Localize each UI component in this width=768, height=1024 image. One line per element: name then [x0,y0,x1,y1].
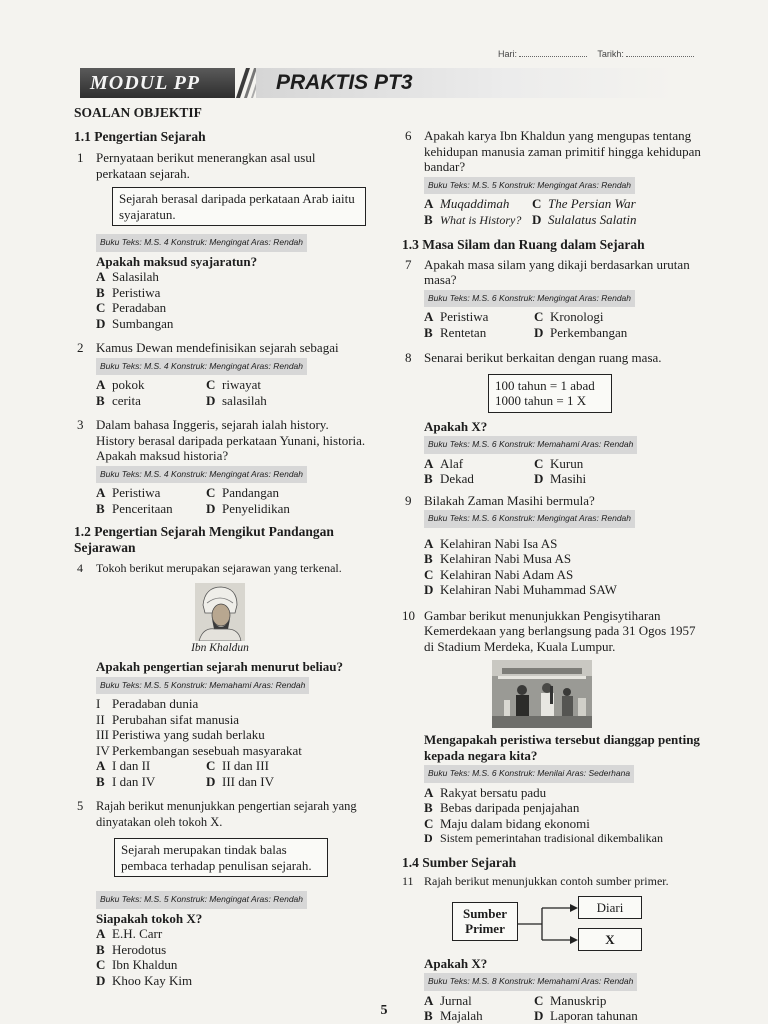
option-a[interactable]: A Peristiwa [424,309,489,324]
date-fields [498,49,702,59]
statement-iii: III Peristiwa yang sudah berlaku [96,727,265,742]
question-2 [74,340,366,356]
option-a[interactable]: A Rakyat bersatu padu [424,784,547,800]
question-prompt: Apakah X? [424,955,488,971]
diagram-source-box: Sumber Primer [452,902,518,941]
sumber-primer-diagram [402,896,702,954]
quote-box: Sejarah merupakan tindak balas pembaca terhadap penulisan sejarah. [114,838,328,877]
page-number: 5 [380,1003,388,1018]
options-grid [402,196,702,228]
option-d[interactable]: D salasilah [206,392,267,408]
left-column [74,105,366,988]
option-d[interactable]: D Kelahiran Nabi Muhammad SAW [424,582,617,597]
option-d[interactable]: D Perkembangan [534,324,628,340]
textbook-ref: Buku Teks: M.S. 8 Konstruk: Memahami Aras: Rendah [424,973,637,991]
option-b[interactable]: B Herodotus [96,941,167,957]
quote-box: Sejarah berasal daripada perkataan Arab iaitu syajaratun. [112,187,366,226]
question-4 [74,561,366,577]
question-number: 6 [405,128,412,143]
question-number: 1 [77,150,84,165]
option-b[interactable]: B What is History? [424,211,522,227]
option-c[interactable]: C riwayat [206,377,261,392]
statement-i: I Peradaban dunia [96,696,199,711]
option-a[interactable]: A Jurnal [424,992,472,1008]
question-8 [402,350,702,366]
ruang-masa-box: 100 tahun = 1 abad 1000 tahun = 1 X [488,374,612,413]
right-column [402,128,702,1024]
option-c[interactable]: C Pandangan [206,485,280,500]
option-a[interactable]: A I dan II [96,758,151,773]
option-c[interactable]: C Peradaban [96,300,167,315]
question-text: Gambar berikut menunjukkan Pengisytiharan Kemerdekaan yang berlangsung pada 31 Ogos 1957 di Stadium Merdeka, Kuala Lumpur. [424,607,696,654]
textbook-ref: Buku Teks: M.S. 5 Konstruk: Memahami Aras: Rendah [96,677,309,695]
module-banner [80,68,680,98]
option-b[interactable]: B Penceritaan [96,500,173,516]
options-grid [74,377,366,408]
question-number: 5 [77,799,84,813]
option-c[interactable]: C Kelahiran Nabi Adam AS [424,566,574,582]
question-text: Apakah masa silam yang dikaji berdasarkan urutan masa? [424,256,690,287]
options-grid [402,456,702,487]
question-number: 10 [402,607,415,623]
statement-iv: IV Perkembangan sesebuah masyarakat [96,742,302,758]
question-6 [402,128,702,175]
question-11 [402,874,702,890]
textbook-ref: Buku Teks: M.S. 4 Konstruk: Mengingat Aras: Rendah [96,358,307,376]
option-d[interactable]: D Laporan tahunan [534,1008,638,1023]
question-text: Dalam bahasa Inggeris, sejarah ialah history. History berasal daripada perkataan Yunani, historia. Apakah maksud historia? [96,417,366,463]
question-number: 7 [405,256,412,272]
option-a[interactable]: A Salasilah [96,269,159,284]
question-prompt: Apakah pengertian sejarah menurut beliau? [96,659,344,674]
question-3 [74,417,366,464]
tarikh-label: Tarikh: [597,49,624,59]
textbook-ref: Buku Teks: M.S. 6 Konstruk: Menilai Aras: Sederhana [424,765,634,783]
option-d[interactable]: D III dan IV [206,773,274,789]
textbook-ref: Buku Teks: M.S. 5 Konstruk: Mengingat Aras: Rendah [96,891,307,909]
question-7 [402,257,702,288]
question-text: Rajah berikut menunjukkan contoh sumber primer. [424,874,669,888]
question-prompt: Siapakah tokoh X? [96,910,203,926]
question-text: Bilakah Zaman Masihi bermula? [424,492,595,508]
hari-label: Hari: [498,49,518,59]
statement-ii: II Perubahan sifat manusia [96,711,240,727]
question-5 [74,799,366,830]
option-a[interactable]: A Muqaddimah [424,196,510,211]
question-number: 11 [402,874,414,888]
question-text: Apakah karya Ibn Khaldun yang mengupas tentang kehidupan manusia zaman primitif hingga kehidupan bandar? [424,128,701,174]
banner-module-label: MODUL PP [80,68,235,98]
textbook-ref: Buku Teks: M.S. 4 Konstruk: Mengingat Aras: Rendah [96,234,307,252]
section-title: SOALAN OBJEKTIF [74,105,202,120]
option-d[interactable]: D Penyelidikan [206,500,290,516]
question-text: Tokoh berikut merupakan sejarawan yang terkenal. [96,561,342,575]
question-text: Rajah berikut menunjukkan pengertian sejarah yang dinyatakan oleh tokoh X. [96,799,357,829]
subtopic-1-4: 1.4 Sumber Sejarah [402,854,517,870]
diagram-diari-box: Diari [578,896,642,920]
subtopic-1-3: 1.3 Masa Silam dan Ruang dalam Sejarah [402,237,645,252]
diagram-x-box: X [578,928,642,952]
question-9 [402,493,702,509]
option-a[interactable]: A Peristiwa [96,485,161,500]
option-d[interactable]: D Khoo Kay Kim [96,972,193,988]
textbook-ref: Buku Teks: M.S. 5 Konstruk: Mengingat Aras: Rendah [424,177,635,195]
diagram-connector [518,904,578,948]
option-b[interactable]: B I dan IV [96,773,156,789]
option-c[interactable]: C The Persian War [532,196,636,211]
question-10 [402,608,702,655]
textbook-ref: Buku Teks: M.S. 6 Konstruk: Mengingat Aras: Rendah [424,510,635,528]
option-a[interactable]: A Alaf [424,455,464,471]
option-b[interactable]: B Rentetan [424,324,487,340]
merdeka-photo [492,660,592,728]
question-text: Kamus Dewan mendefinisikan sejarah sebagai [96,340,339,355]
textbook-ref: Buku Teks: M.S. 6 Konstruk: Memahami Aras: Rendah [424,436,637,454]
option-d[interactable]: D Sulalatus Salatin [532,211,637,227]
question-prompt: Apakah X? [424,418,488,434]
option-a[interactable]: A E.H. Carr [96,926,163,941]
option-c[interactable]: C Kurun [534,455,584,471]
options-grid [74,485,366,516]
subtopic-1-1: 1.1 Pengertian Sejarah [74,128,206,144]
options-grid [74,758,366,789]
option-c[interactable]: C Ibn Khaldun [96,957,178,972]
question-number: 4 [77,561,83,575]
portrait-caption: Ibn Khaldun [191,641,249,654]
option-c[interactable]: C II dan III [206,758,269,773]
option-d[interactable]: D Masihi [534,471,587,486]
question-text: Senarai berikut berkaitan dengan ruang masa. [424,350,662,365]
option-b[interactable]: B cerita [96,392,141,408]
question-prompt: Mengapakah peristiwa tersebut dianggap penting kepada negara kita? [424,732,700,763]
question-number: 2 [77,340,84,355]
textbook-ref: Buku Teks: M.S. 6 Konstruk: Mengingat Aras: Rendah [424,290,635,308]
option-b[interactable]: B Dekad [424,471,474,486]
option-a[interactable]: A Kelahiran Nabi Isa AS [424,535,558,551]
option-d[interactable]: D Sistem pemerintahan tradisional dikembalikan [424,831,663,845]
option-b[interactable]: B Kelahiran Nabi Musa AS [424,551,572,566]
options-grid [402,309,702,340]
question-number: 3 [77,417,84,432]
option-b[interactable]: B Majalah [424,1008,483,1023]
question-number: 9 [405,492,412,508]
option-d[interactable]: D Sumbangan [96,315,174,331]
option-c[interactable]: C Manuskrip [534,992,607,1008]
question-1 [74,150,366,181]
option-c[interactable]: C Kronologi [534,309,604,324]
question-text: Pernyataan berikut menerangkan asal usul perkataan sejarah. [96,150,316,181]
question-number: 8 [405,350,412,365]
option-b[interactable]: B Peristiwa [96,284,161,300]
textbook-ref: Buku Teks: M.S. 4 Konstruk: Mengingat Aras: Rendah [96,466,307,484]
option-a[interactable]: A pokok [96,377,145,392]
question-prompt: Apakah maksud syajaratun? [96,253,258,269]
ibn-khaldun-portrait [195,583,245,641]
option-c[interactable]: C Maju dalam bidang ekonomi [424,815,590,831]
subtopic-1-2: 1.2 Pengertian Sejarah Mengikut Pandangan Sejarawan [74,524,334,555]
banner-title: PRAKTIS PT3 [256,68,676,98]
option-b[interactable]: B Bebas daripada penjajahan [424,800,580,815]
